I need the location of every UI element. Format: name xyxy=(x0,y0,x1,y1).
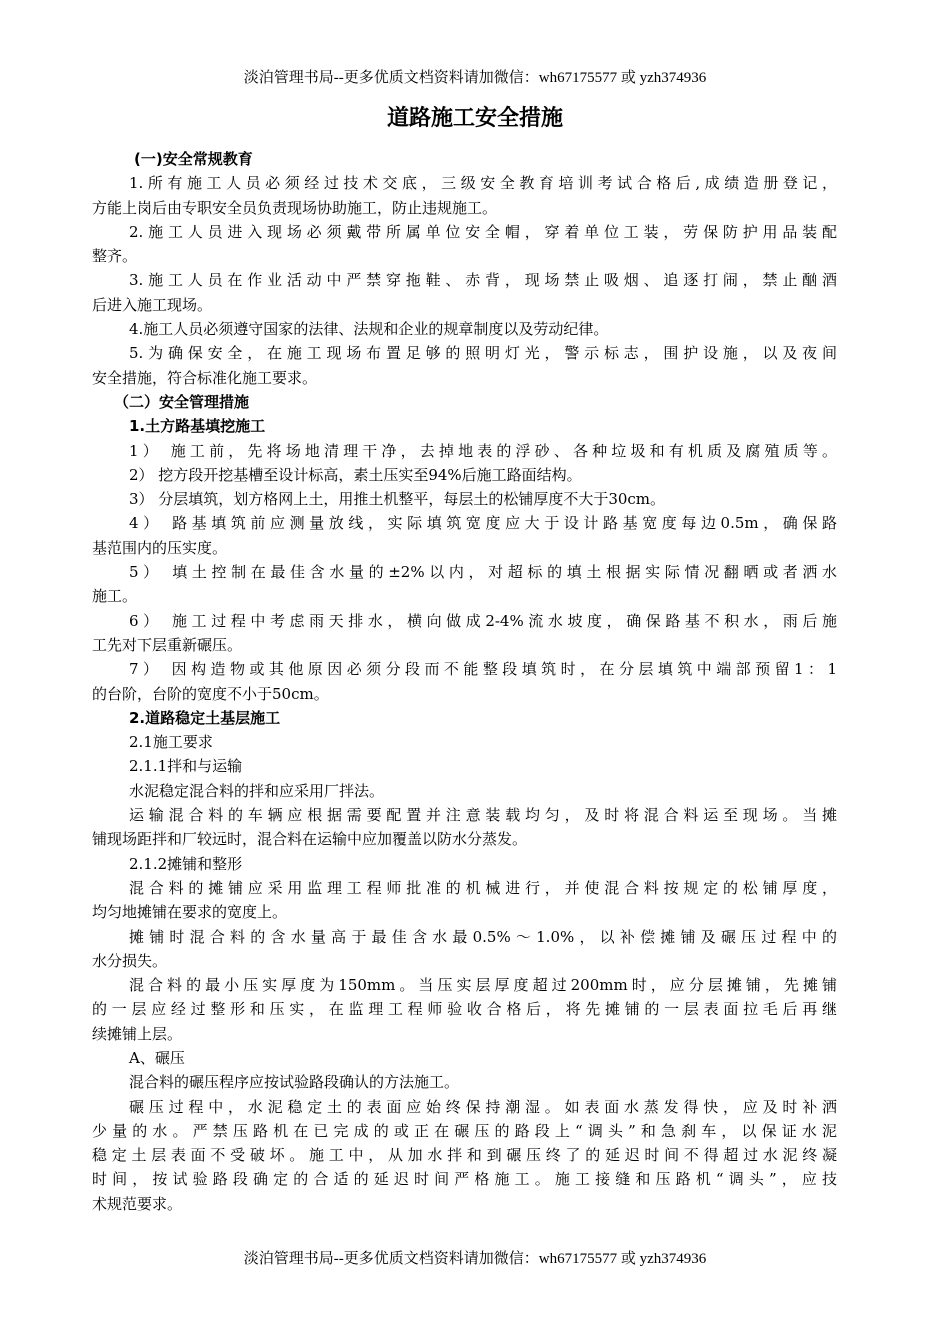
paragraph-line: 4.施工人员必须遵守国家的法律、法规和企业的规章制度以及劳动纪律。 xyxy=(129,320,609,339)
paragraph-line: 4） 路基填筑前应测量放线，实际填筑宽度应大于设计路基宽度每边0.5m，确保路 xyxy=(129,514,837,533)
paragraph-line: 后进入施工现场。 xyxy=(92,295,213,314)
paragraph-line: 基范围内的压实度。 xyxy=(92,538,228,557)
paragraph-line: 3） 分层填筑，划方格网上土，用推土机整平，每层土的松铺厚度不大于30cm。 xyxy=(129,490,666,509)
paragraph-line: 1.所有施工人员必须经过技术交底，三级安全教育培训考试合格后,成绩造册登记， xyxy=(129,174,837,193)
paragraph-line: 整齐。 xyxy=(92,247,138,266)
paragraph-line: 5.为确保安全，在施工现场布置足够的照明灯光，警示标志，围护设施，以及夜间 xyxy=(129,344,837,363)
paragraph-line: 稳定土层表面不受破坏。施工中，从加水拌和到碾压终了的延迟时间不得超过水泥终凝 xyxy=(92,1146,837,1165)
paragraph-line: 施工。 xyxy=(92,587,138,606)
paragraph-line: 时间，按试验路段确定的合适的延迟时间严格施工。施工接缝和压路机“调头”，应技 xyxy=(92,1170,837,1189)
paragraph-line: 水分损失。 xyxy=(92,951,168,970)
page-header: 淡泊管理书局--更多优质文档资料请加微信：wh67175577 或 yzh374936 xyxy=(243,70,707,86)
paragraph-line: 6） 施工过程中考虑雨天排水，横向做成2-4%流水坡度，确保路基不积水，雨后施 xyxy=(129,611,837,630)
subsection-heading: 1.土方路基填挖施工 xyxy=(129,417,266,436)
paragraph-line: 混合料的碾压程序应按试验路段确认的方法施工。 xyxy=(129,1073,460,1092)
paragraph-line: 方能上岗后由专职安全员负责现场协助施工，防止违规施工。 xyxy=(92,198,498,217)
paragraph-line: 摊铺时混合料的含水量高于最佳含水最0.5%～1.0%，以补偿摊铺及碾压过程中的 xyxy=(129,927,837,946)
paragraph-line: 术规范要求。 xyxy=(92,1194,183,1213)
page-title: 道路施工安全措施 xyxy=(386,106,563,131)
paragraph-line: 2.1.2摊铺和整形 xyxy=(129,854,243,873)
paragraph-line: A、碾压 xyxy=(129,1048,185,1067)
paragraph-line: 混合料的最小压实厚度为150mm。当压实层厚度超过200mm时，应分层摊铺，先摊铺 xyxy=(129,976,837,995)
section-heading: (一)安全常规教育 xyxy=(134,150,253,168)
paragraph-line: 安全措施，符合标准化施工要求。 xyxy=(92,368,318,387)
paragraph-line: 7） 因构造物或其他原因必须分段而不能整段填筑时，在分层填筑中端部预留1：1 xyxy=(129,660,837,679)
section-heading: （二）安全管理措施 xyxy=(114,392,250,411)
paragraph-line: 5） 填土控制在最佳含水量的±2%以内，对超标的填土根据实际情况翻晒或者洒水 xyxy=(129,563,837,582)
paragraph-line: 运输混合料的车辆应根据需要配置并注意装载均匀，及时将混合料运至现场。当摊 xyxy=(129,806,837,825)
paragraph-line: 的一层应经过整形和压实，在监理工程师验收合格后，将先摊铺的一层表面拉毛后再继 xyxy=(92,1000,837,1019)
paragraph-line: 2.1施工要求 xyxy=(129,733,213,752)
paragraph-line: 续摊铺上层。 xyxy=(92,1024,183,1043)
page-footer: 淡泊管理书局--更多优质文档资料请加微信：wh67175577 或 yzh374936 xyxy=(243,1251,707,1267)
paragraph-line: 2.1.1拌和与运输 xyxy=(129,757,243,776)
paragraph-line: 少量的水。严禁压路机在已完成的或正在碾压的路段上“调头”和急刹车，以保证水泥 xyxy=(92,1121,837,1140)
subsection-heading: 2.道路稳定土基层施工 xyxy=(129,708,281,727)
paragraph-line: 工先对下层重新碾压。 xyxy=(92,635,243,654)
paragraph-line: 1） 施工前，先将场地清理干净，去掉地表的浮砂、各种垃圾和有机质及腐殖质等。 xyxy=(129,441,837,460)
paragraph-line: 2.施工人员进入现场必须戴带所属单位安全帽，穿着单位工装，劳保防护用品装配 xyxy=(129,222,837,241)
document-body xyxy=(92,147,837,1216)
paragraph-line: 水泥稳定混合料的拌和应采用厂拌法。 xyxy=(129,781,385,800)
paragraph-line: 铺现场距拌和厂较远时，混合料在运输中应加覆盖以防水分蒸发。 xyxy=(92,830,528,849)
paragraph-line: 混合料的摊铺应采用监理工程师批准的机械进行，并使混合料按规定的松铺厚度， xyxy=(129,878,837,897)
paragraph-line: 均匀地摊铺在要求的宽度上。 xyxy=(92,903,288,922)
paragraph-line: 2） 挖方段开挖基槽至设计标高，素土压实至94%后施工路面结构。 xyxy=(129,465,582,484)
paragraph-line: 碾压过程中，水泥稳定土的表面应始终保持潮湿。如表面水蒸发得快，应及时补洒 xyxy=(129,1097,837,1116)
paragraph-line: 的台阶，台阶的宽度不小于50cm。 xyxy=(92,684,329,703)
paragraph-line: 3.施工人员在作业活动中严禁穿拖鞋、赤背，现场禁止吸烟、追逐打闹，禁止酗酒 xyxy=(129,271,837,290)
